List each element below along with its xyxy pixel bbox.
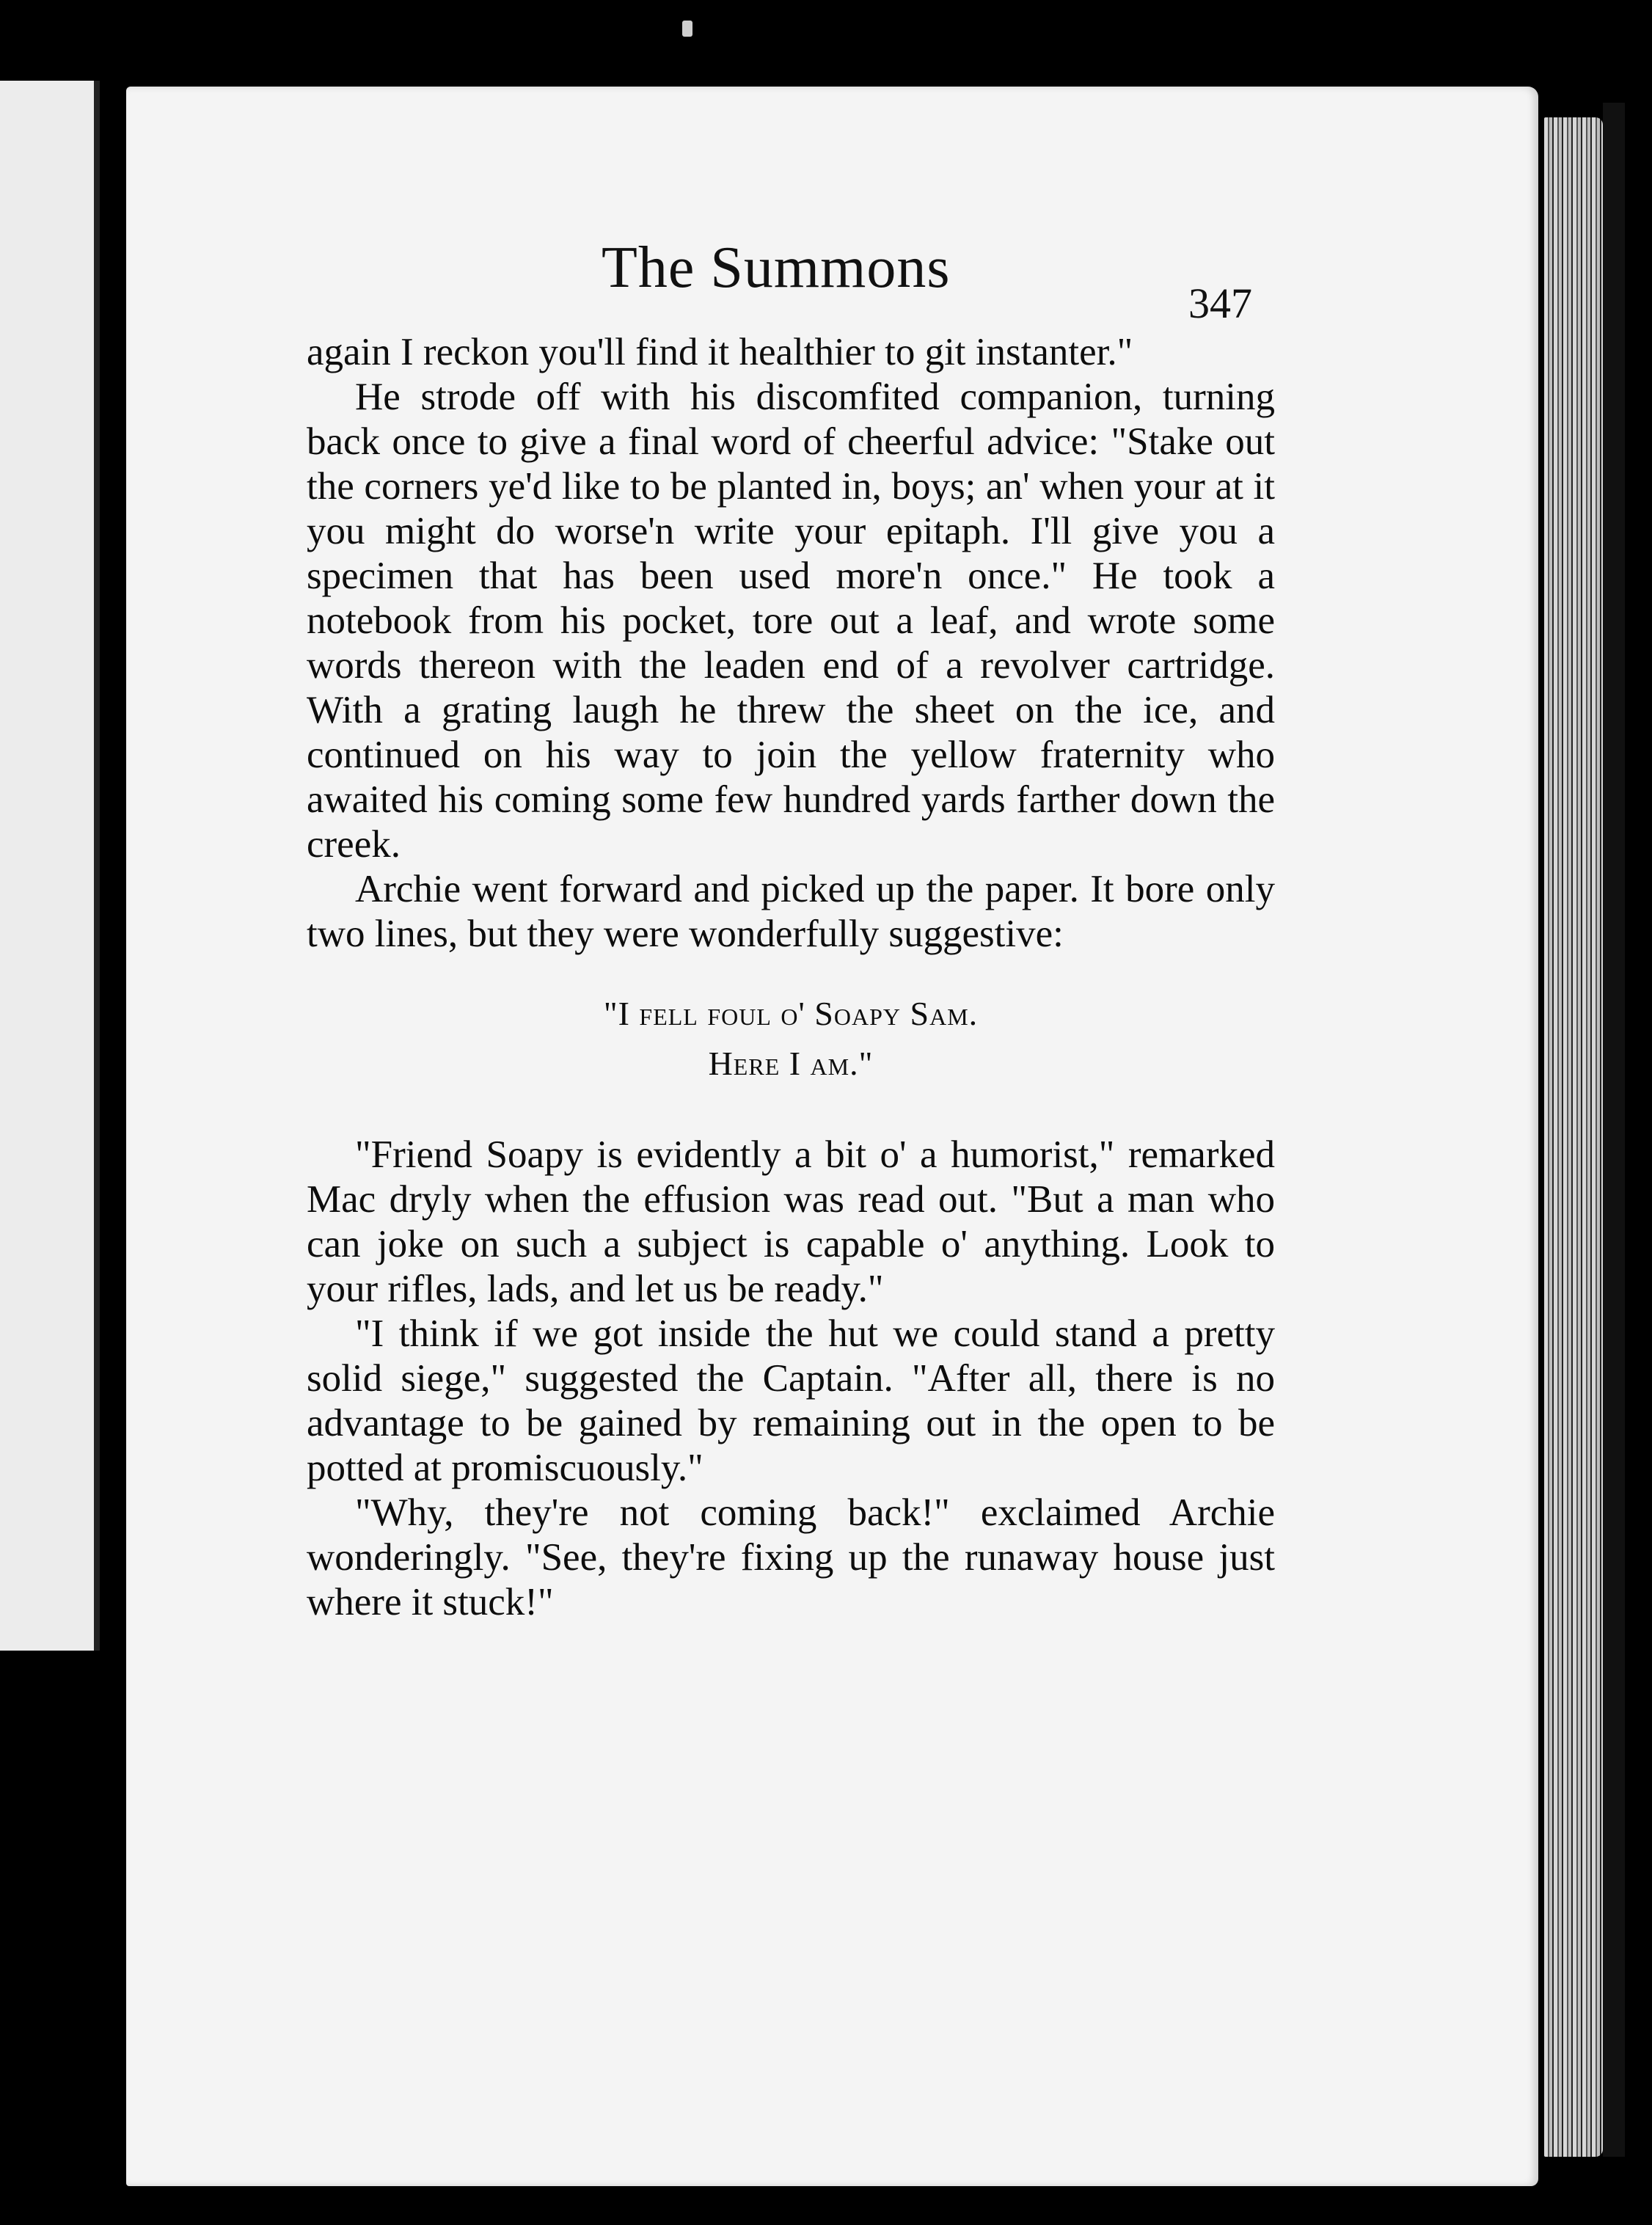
page-number: 347: [1188, 280, 1252, 327]
book-cover-edge: [1603, 103, 1625, 2157]
paragraph: He strode off with his discomfited companion, turning back once to give a final word of cheerful advice: "Stake out the corners ye'd like to be planted in, boys; an' when your at it you might do worse'n write your epitaph. I'll give you a specimen that has been used more'n once." He took a notebook from his pocket, tore out a leaf, and wrote some words thereon with the leaden end of a revolver cartridge. With a grating laugh he threw the sheet on the ice, and continued on his way to join the yellow fraternity who awaited his coming some few hundred yards farther down the creek.: [307, 376, 1275, 866]
paragraph: "Friend Soapy is evidently a bit o' a humorist," remarked Mac dryly when the effusion was read out. "But a man who can joke on such a subject is capable o' anything. Look to your rifles, lads, and let us be ready.": [307, 1133, 1275, 1310]
epitaph-line: "I fell foul o' Soapy Sam.: [603, 995, 979, 1032]
page-edges: [1544, 117, 1603, 2157]
paragraph: Archie went forward and picked up the paper. It bore only two lines, but they were wonderfully suggestive:: [307, 868, 1275, 955]
paragraph: "I think if we got inside the hut we could stand a pretty solid siege," suggested the Captain. "After all, there is no advantage to be gained by remaining out in the open to be potted at promiscuously.": [307, 1312, 1275, 1489]
body-text-top: [307, 330, 1275, 1625]
running-head: The Summons: [602, 235, 951, 300]
facing-page-edge: [0, 81, 100, 1651]
paragraph: "Why, they're not coming back!" exclaimed Archie wonderingly. "See, they're fixing up the runaway house just where it stuck!": [307, 1491, 1275, 1623]
paragraph: again I reckon you'll find it healthier to git instanter.": [307, 331, 1133, 373]
epitaph: [307, 989, 1275, 1089]
epitaph-line: Here I am.": [708, 1045, 874, 1082]
binding-mark: [682, 21, 692, 37]
